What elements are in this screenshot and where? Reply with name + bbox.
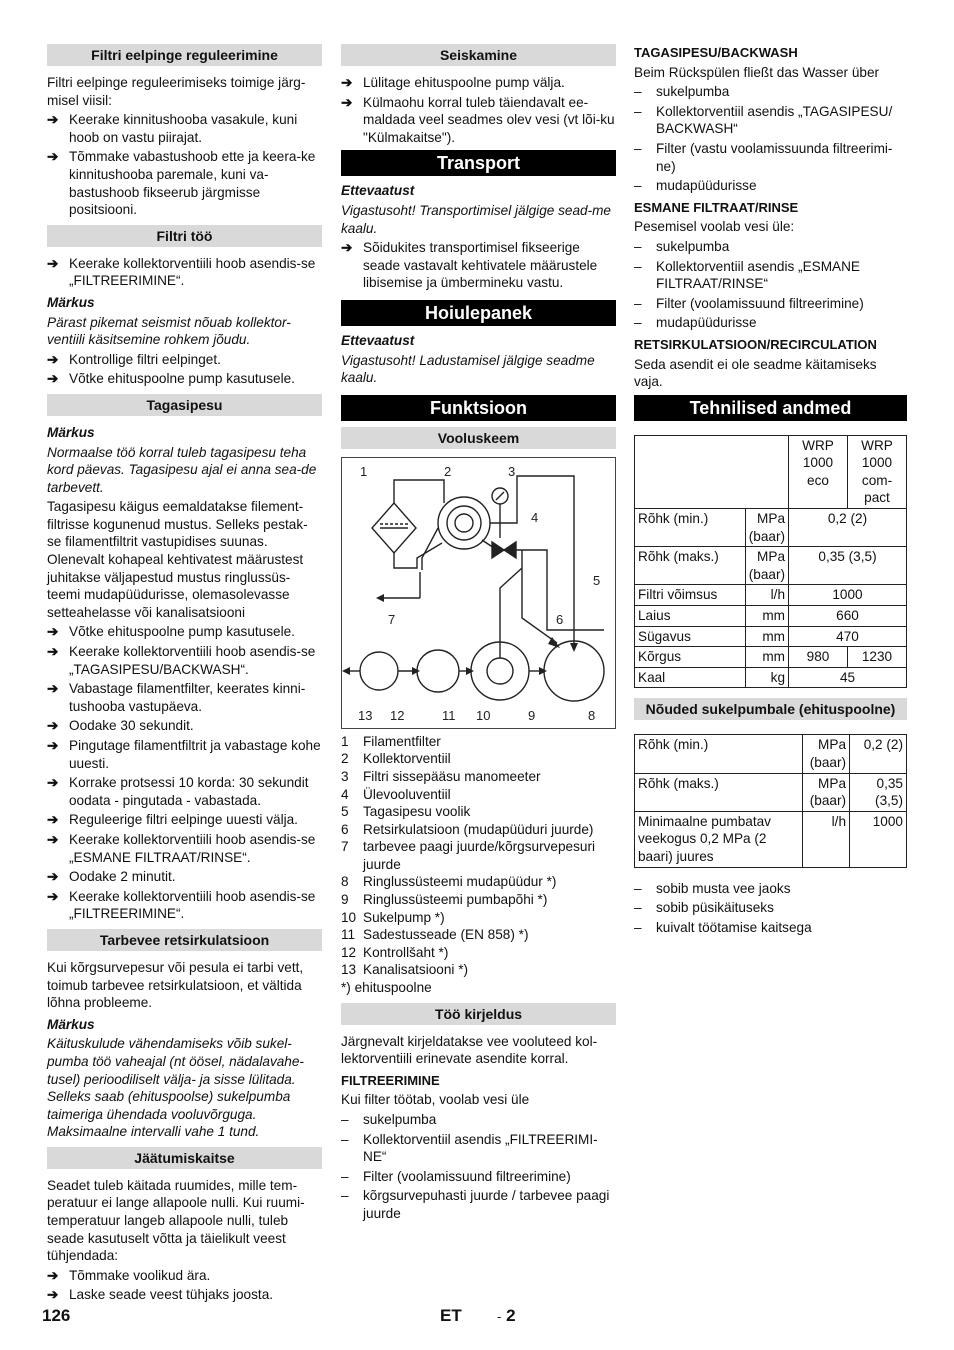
- list-item: – mudapüüdurisse: [634, 315, 757, 331]
- section-title-recirculation: Tarbevee retsirkulatsioon: [47, 929, 322, 951]
- submersible-pump-shape: [487, 658, 513, 684]
- section-title-filter-operation: Filtri töö: [47, 225, 322, 247]
- chapter-title-storage: Hoiulepanek: [341, 300, 616, 326]
- instruction-step: ➔ Oodake 30 sekundit.: [47, 718, 194, 734]
- list-item: – Filter (vastu voolamissuunda filtreerimi-ne): [634, 140, 893, 174]
- column-middle: [341, 44, 616, 1225]
- subsection-title-recirculation: RETSIRKULATSIOON/RECIRCULATION: [634, 336, 877, 352]
- table-header-cell: WRP 1000 com-pact: [848, 435, 907, 508]
- table-row: Kaal kg 45: [635, 667, 907, 688]
- legend-item: 2 Kollektorventiil: [341, 751, 451, 767]
- column-left: [47, 44, 322, 1306]
- legend-item: 5 Tagasipesu voolik: [341, 804, 471, 820]
- section-title-shutdown: Seiskamine: [341, 44, 616, 66]
- subsection-title-backwash: TAGASIPESU/BACKWASH: [634, 45, 798, 60]
- list-item: – sobib musta vee jaoks: [634, 880, 791, 896]
- arrow-icon: [570, 643, 578, 652]
- arrow-icon: ➔: [47, 775, 59, 791]
- diagram-label: 2: [444, 463, 452, 479]
- legend-item: 9 Ringlussüsteemi pumbapõhi *): [341, 892, 548, 908]
- list-item: – sobib püsikäituseks: [634, 900, 774, 916]
- instruction-step: ➔ Lülitage ehituspoolne pump välja.: [341, 75, 565, 90]
- legend-item: 6 Retsirkulatsioon (mudapüüduri juurde): [341, 821, 594, 837]
- list-item: – Kollektorventiil asendis „FILTREERIMI-NE“: [341, 1131, 598, 1165]
- diagram-label: 1: [360, 463, 368, 479]
- table-row: [635, 435, 907, 508]
- arrow-icon: ➔: [341, 240, 353, 256]
- legend-footnote: *) ehituspoolne: [341, 980, 432, 996]
- arrow-icon: ➔: [47, 812, 59, 828]
- diagram-label: 7: [388, 611, 396, 627]
- language-code: ET: [440, 1306, 462, 1325]
- instruction-step: ➔ Keerake kollektorventiili hoob asendis-se „FILTREERIMINE“.: [47, 255, 316, 289]
- note-text: Käituskulude vähendamiseks võib sukel-pumba töö vaheajal (nt öösel, nädalavahe-tusel) perioodiliselt välja- ja sisse lülitada. Selleks saab (ehituspoolse) sukelpumba taimeriga ühendada vooluvõrguga. Maksimaalne intervalli vahe 1 tund.: [47, 1036, 304, 1140]
- flow-diagram-svg: [342, 458, 615, 728]
- paragraph: Filtri eelpinge reguleerimiseks toimige järg-misel viisil:: [47, 75, 306, 108]
- arrow-icon: ➔: [47, 738, 59, 753]
- chapter-title-transport: Transport: [341, 150, 616, 176]
- diagram-label: 11: [442, 707, 456, 723]
- instruction-step: ➔ Sõidukites transportimisel fikseerige seade vastavalt kehtivatele määrustele libisemise ja ümbermineku vastu.: [341, 240, 598, 291]
- arrow-icon: [412, 667, 420, 675]
- instruction-step: ➔ Keerake kollektorventiili hoob asendis-se „ESMANE FILTRAAT/RINSE“.: [47, 831, 316, 865]
- arrow-icon: ➔: [47, 1287, 59, 1303]
- section-title-filter-pressure: Filtri eelpinge reguleerimine: [47, 44, 322, 66]
- table-row: Rõhk (min.) MPa (baar) 0,2 (2): [635, 735, 907, 773]
- table-row: Filtri võimsus l/h 1000: [635, 585, 907, 606]
- legend-item: 1 Filamentfilter: [341, 733, 441, 749]
- paragraph: Seda asendit ei ole seadme käitamiseks vaja.: [634, 356, 877, 390]
- instruction-step: ➔ Reguleerige filtri eelpinge uuesti välja.: [47, 812, 298, 828]
- note-title: Märkus: [47, 1016, 95, 1032]
- instruction-step: ➔ Tõmmake voolikud ära.: [47, 1267, 211, 1283]
- caution-text: Vigastusoht! Transportimisel jälgige sead-me kaalu.: [341, 202, 611, 236]
- list-item: – sukelpumba: [341, 1112, 437, 1127]
- diagram-legend: [341, 733, 616, 997]
- table-row: Rõhk (min.) MPa (baar) 0,2 (2): [635, 509, 907, 547]
- arrow-icon: ➔: [47, 681, 59, 697]
- legend-item: 7 tarbevee paagi juurde/kõrgsurvepesuri juurde: [341, 839, 595, 872]
- paragraph: Tagasipesu käigus eemaldatakse filement-filtrisse kogunenud mustus. Selleks pestak-se filamentfiltrit vastupidises suunas. Olenevalt kohapeal kehtivatest määrustest juhitakse väljapestud mustus ringlussüs-teemi mudapüüdurisse, olemasolevasse setteahelasse või kanalisatsiooni: [47, 499, 308, 620]
- table-row: Laius mm 660: [635, 606, 907, 627]
- list-item: – Kollektorventiil asendis „ESMANE FILTRAAT/RINSE“: [634, 258, 860, 292]
- arrow-icon: ➔: [47, 149, 59, 165]
- instruction-step: ➔ Keerake kinnitushooba vasakule, kuni hoob on vastu piirajat.: [47, 112, 298, 145]
- list-item: – kõrgsurvepuhasti juurde / tarbevee paagi juurde: [341, 1188, 610, 1221]
- arrow-icon: ➔: [47, 112, 59, 128]
- diagram-label: 3: [508, 463, 516, 479]
- section-title-frost-protection: Jäätumiskaitse: [47, 1147, 322, 1169]
- arrow-icon: [539, 667, 547, 675]
- arrow-icon: ➔: [47, 371, 59, 387]
- page-number: 126: [42, 1306, 71, 1325]
- flow-diagram: [341, 457, 616, 729]
- drain-shape: [360, 652, 398, 690]
- instruction-step: ➔ Keerake kollektorventiili hoob asendis-se „TAGASIPESU/BACKWASH“.: [47, 644, 316, 677]
- chapter-title-technical-data: Tehnilised andmed: [634, 395, 907, 421]
- arrow-icon: ➔: [47, 1267, 59, 1283]
- paragraph: Järgnevalt kirjeldatakse vee vooluteed kol-lektorventiili erinevate asendite korral.: [341, 1033, 598, 1067]
- legend-item: 3 Filtri sissepääsu manomeeter: [341, 768, 541, 784]
- chapter-title-function: Funktsioon: [341, 395, 616, 421]
- arrow-icon: ➔: [47, 869, 59, 885]
- arrow-icon: ➔: [47, 831, 59, 847]
- diagram-label: 9: [528, 707, 536, 723]
- table-header-cell: WRP 1000 eco: [789, 435, 848, 508]
- note-title: Märkus: [47, 424, 95, 440]
- diagram-label: 13: [358, 707, 373, 723]
- instruction-step: ➔ Tõmmake vabastushoob ette ja keera-ke kinnitushooba paremale, kuni va-bastushoob fikseerub järgmisse positsiooni.: [47, 149, 316, 218]
- arrow-icon: [342, 667, 350, 675]
- technical-data-table: [634, 435, 907, 689]
- instruction-step: ➔ Laske seade veest tühjaks joosta.: [47, 1287, 274, 1303]
- note-title: Märkus: [47, 294, 95, 310]
- list-item: – Kollektorventiil asendis „TAGASIPESU/ BACKWASH“: [634, 103, 893, 137]
- table-row: Rõhk (maks.) MPa (baar) 0,35 (3,5): [635, 773, 907, 811]
- instruction-step: ➔ Oodake 2 minutit.: [47, 869, 176, 885]
- list-item: – mudapüüdurisse: [634, 178, 757, 194]
- paragraph: Pesemisel voolab vesi üle:: [634, 219, 795, 235]
- arrow-icon: ➔: [341, 75, 353, 90]
- instruction-step: ➔ Kontrollige filtri eelpinget.: [47, 351, 221, 367]
- arrow-icon: ➔: [47, 255, 59, 271]
- legend-item: 4 Ülevooluventiil: [341, 786, 451, 802]
- arrow-icon: [466, 667, 474, 675]
- diagram-label: 4: [531, 509, 539, 525]
- list-item: – sukelpumba: [634, 238, 730, 254]
- legend-item: 8 Ringlussüsteemi mudapüüdur *): [341, 874, 557, 890]
- caution-title: Ettevaatust: [341, 183, 415, 199]
- column-right: [634, 44, 907, 938]
- instruction-step: ➔ Vabastage filamentfilter, keerates kinni-tushooba vastupäeva.: [47, 681, 306, 714]
- diagram-label: 6: [556, 611, 564, 627]
- arrow-icon: ➔: [47, 351, 59, 367]
- paragraph: Kui filter töötab, voolab vesi üle: [341, 1092, 530, 1108]
- instruction-step: ➔ Korrake protsessi 10 korda: 30 sekundit oodata - pingutada - vabastada.: [47, 775, 309, 808]
- instruction-step: ➔ Võtke ehituspoolne pump kasutusele.: [47, 624, 295, 640]
- arrow-icon: [376, 594, 384, 602]
- section-page: - 2: [497, 1306, 516, 1325]
- arrow-icon: ➔: [47, 624, 59, 640]
- collector-valve-shape: [438, 497, 490, 549]
- paragraph: Seadet tuleb käitada ruumides, mille tem-peratuur ei lange allapoole nulli. Kui ruumi-temperatuur langeb allapoole nulli, tuleb seade kasutuselt võtta ja täielikult veest tühjendada:: [47, 1177, 305, 1264]
- note-text: Normaalse töö korral tuleb tagasipesu teha kord päevas. Tagasipesu ajal ei anna sea-de tarbevett.: [47, 444, 317, 495]
- arrow-icon: ➔: [47, 888, 59, 904]
- page-footer: [0, 1307, 954, 1331]
- section-title-work-description: Töö kirjeldus: [341, 1003, 616, 1025]
- legend-item: 11 Sadestusseade (EN 858) *): [341, 927, 529, 943]
- section-title-flow-diagram: Vooluskeem: [341, 427, 616, 449]
- caution-text: Vigastusoht! Ladustamisel jälgige seadme kaalu.: [341, 352, 595, 386]
- inspection-shaft-shape: [417, 650, 459, 692]
- section-title-backwash: Tagasipesu: [47, 394, 322, 416]
- instruction-step: ➔ Pingutage filamentfiltrit ja vabastage kohe uuesti.: [47, 738, 321, 771]
- table-row: Sügavus mm 470: [635, 626, 907, 647]
- table-row: Rõhk (maks.) MPa (baar) 0,35 (3,5): [635, 547, 907, 585]
- list-item: – sukelpumba: [634, 84, 730, 100]
- paragraph: Kui kõrgsurvepesur või pesula ei tarbi vett, toimub tarbevee retsirkulatsioon, et vältida lõhna probleeme.: [47, 959, 304, 1011]
- instruction-step: ➔ Külmaohu korral tuleb täiendavalt ee-maldada veel seadmes olev vesi (vt lõi-ku "Külmakaitse").: [341, 94, 615, 145]
- section-title-pump-requirements: Nõuded sukelpumbale (ehituspoolne): [634, 698, 907, 720]
- diagram-label: 5: [593, 572, 601, 588]
- list-item: – Filter (voolamissuund filtreerimine): [634, 295, 864, 311]
- note-text: Pärast pikemat seismist nõuab kollektor-ventiili käsitsemine rohkem jõudu.: [47, 314, 291, 348]
- subsection-title-filtering: FILTREERIMINE: [341, 1072, 440, 1088]
- diagram-label: 12: [390, 707, 405, 723]
- legend-item: 13 Kanalisatsiooni *): [341, 962, 469, 978]
- legend-item: 10 Sukelpump *): [341, 909, 445, 925]
- caution-title: Ettevaatust: [341, 332, 415, 348]
- list-item: – Filter (voolamissuund filtreerimine): [341, 1168, 571, 1184]
- table-row: Kõrgus mm 980 1230: [635, 647, 907, 668]
- subsection-title-rinse: ESMANE FILTRAAT/RINSE: [634, 199, 799, 215]
- pump-requirements-table: [634, 734, 907, 867]
- legend-item: 12 Kontrollšaht *): [341, 944, 449, 960]
- instruction-step: ➔ Võtke ehituspoolne pump kasutusele.: [47, 371, 295, 387]
- arrow-icon: ➔: [47, 644, 59, 660]
- arrow-icon: ➔: [47, 718, 59, 734]
- paragraph: Beim Rückspülen fließt das Wasser über: [634, 64, 880, 80]
- table-row: Minimaalne pumbatav veekogus 0,2 MPa (2 baari) juures l/h 1000: [635, 811, 907, 867]
- instruction-step: ➔ Keerake kollektorventiili hoob asendis-se „FILTREERIMINE“.: [47, 888, 316, 922]
- arrow-icon: ➔: [341, 94, 353, 110]
- diagram-label: 10: [476, 707, 491, 723]
- list-item: – kuivalt töötamise kaitsega: [634, 919, 812, 935]
- diagram-label: 8: [588, 707, 596, 723]
